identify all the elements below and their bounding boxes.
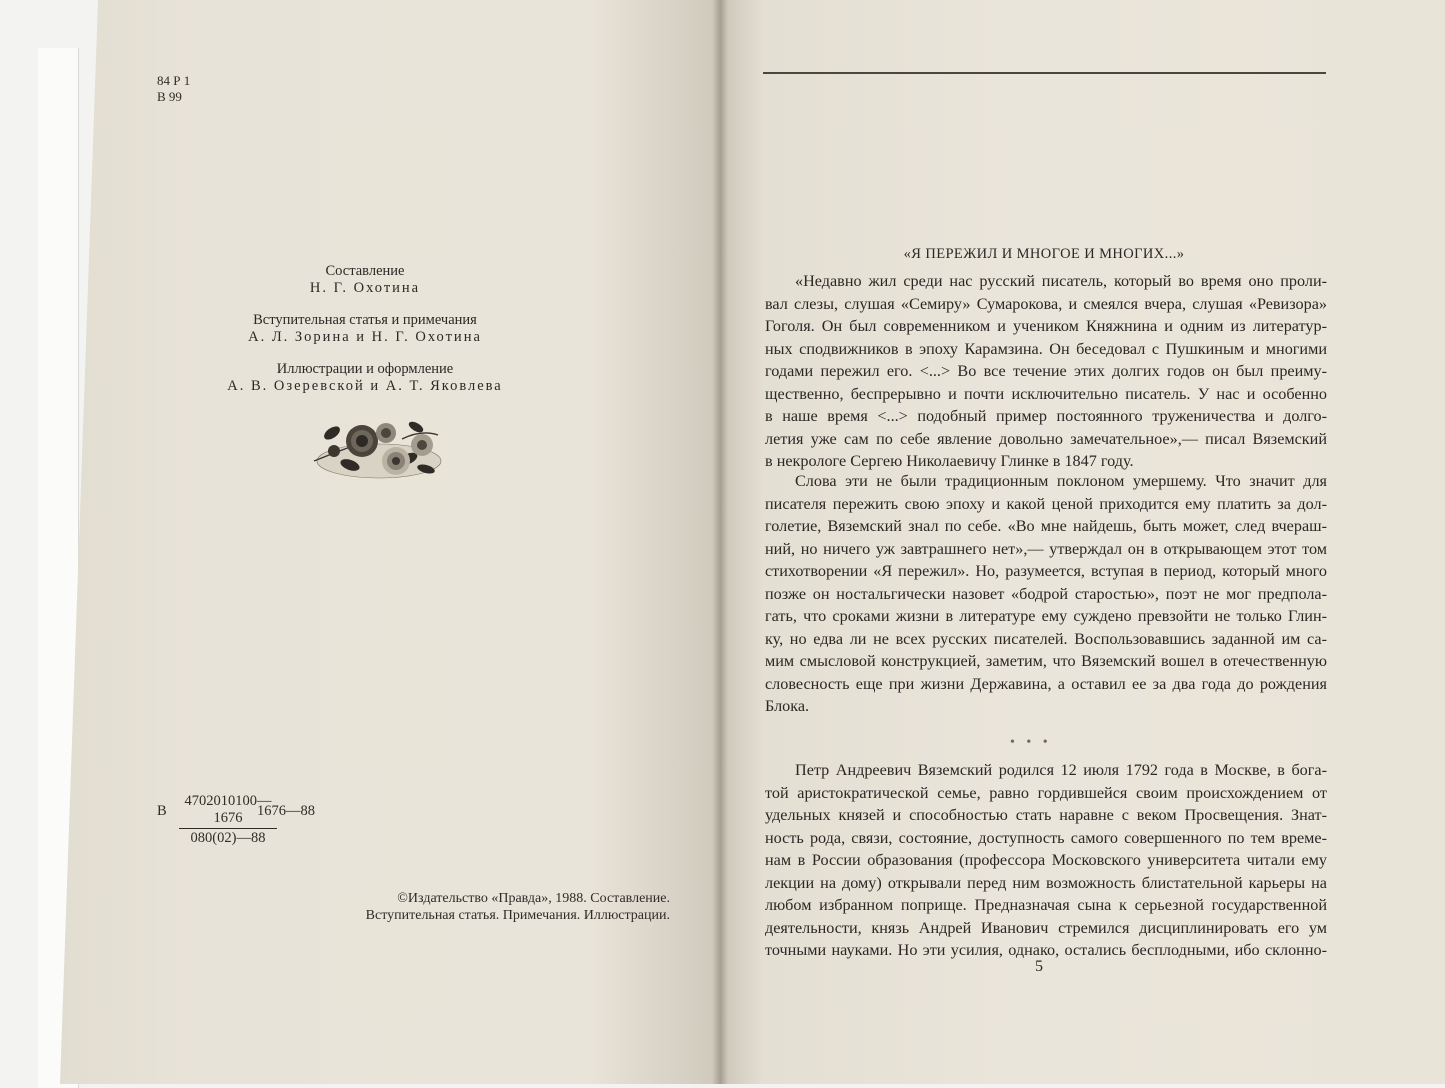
text-line: в наше время <...> подобный пример постоянного труженичества и долго-: [765, 407, 1327, 425]
text-line: Блока.: [765, 697, 810, 715]
copyright-notice: [290, 890, 670, 924]
text-line: Петр Андреевич Вяземский родился 12 июля 1792 года в Москве, в бога-: [795, 761, 1327, 779]
text-line: гать, что сроками жизни в литературе ему суждено превзойти не только Глин-: [765, 607, 1327, 625]
text-line: удельных князей и способностью стать наравне с веком Просвещения. Знат-: [765, 806, 1327, 824]
paragraph-2: [765, 470, 1327, 718]
section-separator: • • •: [1010, 735, 1052, 750]
text-line: в некрологе Сергею Николаевичу Глинке в 1847 году.: [765, 452, 1134, 470]
isbn-fraction: [179, 793, 277, 847]
credit-compiler: [220, 263, 510, 297]
header-rule: [763, 72, 1326, 74]
copyright-line-1: ©Издательство «Правда», 1988. Составление.: [397, 891, 670, 906]
text-line: позже он ностальгически назовет «бодрой старостью», поэт не мог предпола-: [765, 584, 1327, 603]
text-line: Слова эти не были традиционным поклоном умершему. Что значит для: [795, 472, 1327, 490]
copyright-line-2: Вступительная статья. Примечания. Иллюстрации.: [365, 908, 670, 923]
text-line: деятельности, князь Андрей Иванович стремился дисциплинировать его ум: [765, 918, 1327, 937]
isbn-numerator: 4702010100—1676: [179, 793, 277, 829]
text-line: словесность еще при жизни Державина, а оставил ее за два года до рождения: [765, 674, 1327, 693]
chapter-heading: «Я ПЕРЕЖИЛ И МНОГОЕ И МНОГИХ...»: [903, 246, 1185, 262]
text-line: ных сподвижников в эпоху Карамзина. Он беседовал с Пушкиным и многими: [765, 339, 1327, 358]
text-line: летия уже сам по себе явление довольно замечательное»,— писал Вяземский: [765, 429, 1327, 448]
text-line: годами пережил его. <...> Во все течение этих долгих годов он был преиму-: [765, 362, 1327, 380]
text-line: точными науками. Но эти усилия, однако, остались бесплодными, ибо склонно-: [765, 941, 1327, 959]
credit-role: Вступительная статья и примечания: [253, 312, 477, 328]
text-line: той аристократической семье, равно гордившейся своим происхождением от: [765, 783, 1327, 802]
text-line: ность рода, связи, состояние, доступность самого совершенного по тем време-: [765, 828, 1327, 847]
page-number: 5: [1035, 958, 1043, 975]
bbk-line-1: 84 Р 1: [157, 73, 191, 88]
isbn-letter: В: [157, 803, 167, 819]
paragraph-1: [765, 270, 1327, 473]
bbk-code: [157, 73, 190, 105]
credit-names: А. Л. Зорина и Н. Г. Охотина: [248, 329, 482, 345]
text-line: «Недавно жил среди нас русский писатель, который во время оно проли-: [795, 272, 1327, 290]
text-line: ний, но ничего уж завтрашнего нет»,— утверждал он в открывающем этот том: [765, 539, 1327, 558]
isbn-denominator: 080(02)—88: [190, 830, 266, 846]
credit-names: А. В. Озеревской и А. Т. Яковлева: [227, 378, 503, 394]
credit-role: Иллюстрации и оформление: [276, 361, 454, 377]
text-line: писателя пережить свою эпоху и какой ценой приходится ему платить за дол-: [765, 494, 1327, 513]
text-line: ку, но едва ли не всех русских писателей. Воспользовавшись заданной им са-: [765, 629, 1327, 648]
text-line: нам в России образования (профессора Московского университета читали ему: [765, 851, 1327, 869]
roses-ornament-icon: [304, 409, 454, 487]
text-line: щественно, беспрерывно и почти исключительно писатель. У нас и особенно: [765, 384, 1327, 403]
credit-introduction: [220, 312, 510, 346]
text-line: голетие, Вяземский знал по себе. «Во мне найдешь, быть может, след вчераш-: [765, 517, 1327, 535]
credit-names: Н. Г. Охотина: [309, 280, 421, 296]
bbk-line-2: В 99: [157, 89, 182, 104]
credit-illustrations: [220, 361, 510, 395]
text-line: мим смысловой конструкцией, заметим, что Вяземский вошел в отечественную: [765, 652, 1327, 670]
text-line: стихотворении «Я пережил». Но, разумеется, вступая в период, который много: [765, 562, 1327, 580]
text-line: лекции на дому) открывали перед ним возможность блистательной карьеры на: [765, 873, 1327, 892]
show-through-ghost: [230, 118, 242, 171]
text-line: вал слезы, слушая «Семиру» Сумарокова, и смеялся вчера, слушая «Ревизора»: [765, 294, 1327, 313]
book-gutter: [712, 0, 728, 1084]
text-line: любом избранном поприще. Предназначая сына к серьезной государственной: [765, 896, 1327, 914]
isbn-suffix: 1676—88: [257, 803, 315, 819]
credit-role: Составление: [325, 263, 405, 279]
paragraph-3: [765, 759, 1327, 962]
text-line: Гоголя. Он был современником и учеником Княжнина и одним из литератур-: [765, 317, 1327, 335]
